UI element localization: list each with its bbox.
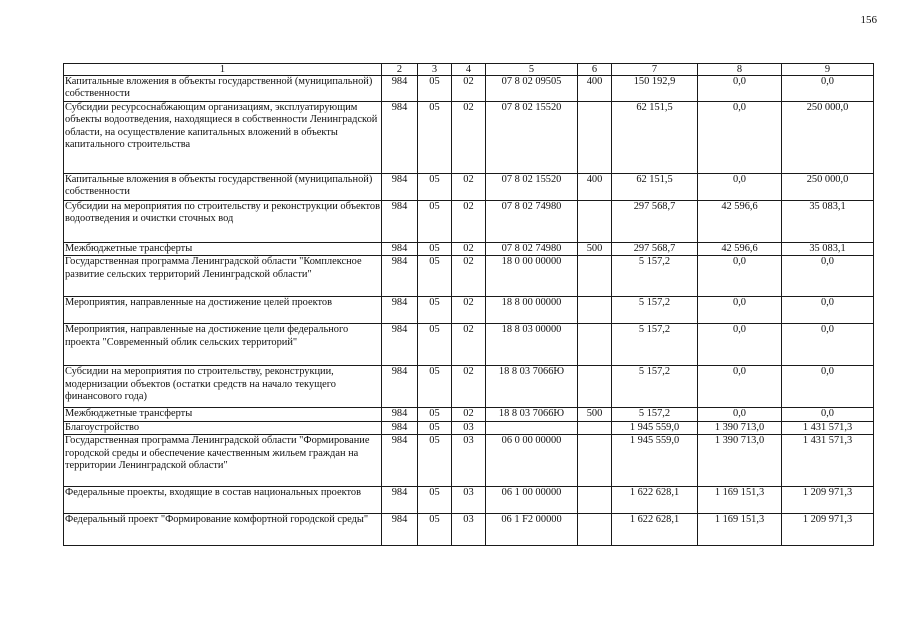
table-row: [64, 174, 874, 201]
cell-amount-col9: 1 431 571,3: [782, 421, 874, 434]
cell-expense-type: 500: [578, 408, 612, 421]
cell-amount-col7: 5 157,2: [612, 366, 698, 408]
column-header: 5: [486, 64, 578, 76]
cell-amount-col9: 0,0: [782, 366, 874, 408]
cell-expense-type: 400: [578, 174, 612, 201]
cell-target-article: 07 8 02 15520: [486, 102, 578, 174]
cell-amount-col8: 0,0: [698, 324, 782, 366]
cell-section: 05: [418, 297, 452, 324]
cell-amount-col8: 0,0: [698, 256, 782, 297]
cell-amount-col9: 1 209 971,3: [782, 514, 874, 546]
cell-ministry: 984: [382, 408, 418, 421]
column-header: 3: [418, 64, 452, 76]
cell-amount-col9: 0,0: [782, 324, 874, 366]
cell-target-article: 07 8 02 74980: [486, 243, 578, 256]
cell-expense-type: [578, 201, 612, 243]
cell-amount-col7: 5 157,2: [612, 324, 698, 366]
cell-target-article: 06 0 00 00000: [486, 435, 578, 487]
cell-amount-col8: 42 596,6: [698, 201, 782, 243]
cell-subsection: 02: [452, 297, 486, 324]
cell-expense-type: [578, 324, 612, 366]
cell-ministry: 984: [382, 243, 418, 256]
cell-expense-type: [578, 256, 612, 297]
row-name: Благоустройство: [64, 421, 382, 434]
cell-amount-col9: 1 431 571,3: [782, 435, 874, 487]
row-name: Субсидии на мероприятия по строительству, реконструкции, модернизации объектов (остатки средств на начало текущего финансового года): [64, 366, 382, 408]
row-name: Федеральный проект "Формирование комфортной городской среды": [64, 514, 382, 546]
table-row: [64, 435, 874, 487]
cell-target-article: 18 8 00 00000: [486, 297, 578, 324]
row-name: Капитальные вложения в объекты государственной (муниципальной) собственности: [64, 174, 382, 201]
cell-amount-col9: 0,0: [782, 76, 874, 102]
table-row: [64, 76, 874, 102]
column-header: 8: [698, 64, 782, 76]
cell-expense-type: 500: [578, 243, 612, 256]
row-name: Государственная программа Ленинградской области "Комплексное развитие сельских территорий Ленинградской области": [64, 256, 382, 297]
cell-amount-col9: 1 209 971,3: [782, 487, 874, 514]
cell-subsection: 02: [452, 243, 486, 256]
column-header: 6: [578, 64, 612, 76]
cell-section: 05: [418, 201, 452, 243]
row-name: Мероприятия, направленные на достижение цели федерального проекта "Современный облик сельских территорий": [64, 324, 382, 366]
cell-subsection: 02: [452, 324, 486, 366]
cell-subsection: 02: [452, 174, 486, 201]
cell-expense-type: [578, 435, 612, 487]
cell-ministry: 984: [382, 366, 418, 408]
cell-expense-type: [578, 421, 612, 434]
cell-amount-col7: 62 151,5: [612, 102, 698, 174]
table-row: [64, 297, 874, 324]
cell-expense-type: [578, 102, 612, 174]
column-header: 9: [782, 64, 874, 76]
cell-amount-col9: 35 083,1: [782, 201, 874, 243]
cell-amount-col8: 1 169 151,3: [698, 514, 782, 546]
cell-section: 05: [418, 324, 452, 366]
cell-target-article: 18 8 03 7066Ю: [486, 366, 578, 408]
cell-section: 05: [418, 256, 452, 297]
cell-amount-col8: 42 596,6: [698, 243, 782, 256]
cell-ministry: 984: [382, 256, 418, 297]
cell-section: 05: [418, 243, 452, 256]
cell-amount-col7: 1 622 628,1: [612, 487, 698, 514]
table-row: [64, 324, 874, 366]
cell-section: 05: [418, 421, 452, 434]
cell-target-article: 18 8 03 00000: [486, 324, 578, 366]
cell-amount-col9: 0,0: [782, 297, 874, 324]
table-row: [64, 487, 874, 514]
cell-section: 05: [418, 514, 452, 546]
cell-section: 05: [418, 174, 452, 201]
cell-section: 05: [418, 435, 452, 487]
cell-amount-col7: 1 622 628,1: [612, 514, 698, 546]
cell-target-article: 06 1 00 00000: [486, 487, 578, 514]
table-row: [64, 421, 874, 434]
column-header: 2: [382, 64, 418, 76]
cell-ministry: 984: [382, 174, 418, 201]
cell-amount-col7: 1 945 559,0: [612, 435, 698, 487]
cell-amount-col7: 150 192,9: [612, 76, 698, 102]
cell-amount-col9: 250 000,0: [782, 102, 874, 174]
cell-ministry: 984: [382, 421, 418, 434]
cell-subsection: 02: [452, 102, 486, 174]
cell-amount-col9: 250 000,0: [782, 174, 874, 201]
column-header: 1: [64, 64, 382, 76]
cell-ministry: 984: [382, 487, 418, 514]
cell-amount-col7: 297 568,7: [612, 243, 698, 256]
cell-subsection: 02: [452, 366, 486, 408]
row-name: Государственная программа Ленинградской области "Формирование городской среды и обеспечение качественным жильем граждан на территории Ленинградской области": [64, 435, 382, 487]
cell-amount-col8: 0,0: [698, 174, 782, 201]
cell-amount-col8: 1 390 713,0: [698, 421, 782, 434]
cell-amount-col9: 35 083,1: [782, 243, 874, 256]
cell-subsection: 03: [452, 487, 486, 514]
cell-amount-col7: 1 945 559,0: [612, 421, 698, 434]
cell-ministry: 984: [382, 514, 418, 546]
cell-ministry: 984: [382, 435, 418, 487]
cell-ministry: 984: [382, 324, 418, 366]
cell-subsection: 02: [452, 76, 486, 102]
cell-amount-col7: 62 151,5: [612, 174, 698, 201]
cell-target-article: 07 8 02 15520: [486, 174, 578, 201]
cell-section: 05: [418, 76, 452, 102]
cell-section: 05: [418, 366, 452, 408]
budget-table: [63, 63, 874, 546]
cell-subsection: 03: [452, 514, 486, 546]
column-header: 7: [612, 64, 698, 76]
cell-ministry: 984: [382, 76, 418, 102]
cell-expense-type: 400: [578, 76, 612, 102]
cell-amount-col8: 0,0: [698, 102, 782, 174]
table-row: [64, 201, 874, 243]
table-row: [64, 408, 874, 421]
cell-amount-col8: 0,0: [698, 76, 782, 102]
cell-amount-col7: 5 157,2: [612, 297, 698, 324]
cell-target-article: 06 1 F2 00000: [486, 514, 578, 546]
cell-amount-col9: 0,0: [782, 256, 874, 297]
cell-amount-col8: 0,0: [698, 366, 782, 408]
cell-target-article: 18 0 00 00000: [486, 256, 578, 297]
cell-target-article: [486, 421, 578, 434]
row-name: Субсидии на мероприятия по строительству и реконструкции объектов водоотведения и очистки сточных вод: [64, 201, 382, 243]
row-name: Межбюджетные трансферты: [64, 243, 382, 256]
cell-expense-type: [578, 366, 612, 408]
row-name: Межбюджетные трансферты: [64, 408, 382, 421]
cell-ministry: 984: [382, 297, 418, 324]
table-row: [64, 102, 874, 174]
cell-section: 05: [418, 102, 452, 174]
cell-section: 05: [418, 487, 452, 514]
cell-amount-col7: 5 157,2: [612, 408, 698, 421]
row-name: Мероприятия, направленные на достижение целей проектов: [64, 297, 382, 324]
cell-amount-col9: 0,0: [782, 408, 874, 421]
cell-section: 05: [418, 408, 452, 421]
cell-amount-col8: 1 390 713,0: [698, 435, 782, 487]
table-row: [64, 256, 874, 297]
cell-target-article: 07 8 02 09505: [486, 76, 578, 102]
column-header: 4: [452, 64, 486, 76]
cell-amount-col7: 5 157,2: [612, 256, 698, 297]
page-number: 156: [860, 14, 877, 26]
table-row: [64, 366, 874, 408]
row-name: Федеральные проекты, входящие в состав национальных проектов: [64, 487, 382, 514]
cell-expense-type: [578, 487, 612, 514]
header-row: [64, 64, 874, 76]
cell-amount-col8: 0,0: [698, 408, 782, 421]
cell-ministry: 984: [382, 102, 418, 174]
cell-subsection: 03: [452, 435, 486, 487]
cell-amount-col7: 297 568,7: [612, 201, 698, 243]
cell-target-article: 18 8 03 7066Ю: [486, 408, 578, 421]
cell-subsection: 02: [452, 408, 486, 421]
cell-subsection: 03: [452, 421, 486, 434]
row-name: Капитальные вложения в объекты государственной (муниципальной) собственности: [64, 76, 382, 102]
cell-amount-col8: 1 169 151,3: [698, 487, 782, 514]
cell-subsection: 02: [452, 201, 486, 243]
cell-amount-col8: 0,0: [698, 297, 782, 324]
cell-target-article: 07 8 02 74980: [486, 201, 578, 243]
cell-subsection: 02: [452, 256, 486, 297]
table-row: [64, 514, 874, 546]
cell-expense-type: [578, 297, 612, 324]
cell-expense-type: [578, 514, 612, 546]
row-name: Субсидии ресурсоснабжающим организациям, эксплуатирующим объекты водоотведения, находящиеся в собственности Ленинградской области, на осуществление капитальных вложений в объекты капитального строительства: [64, 102, 382, 174]
cell-ministry: 984: [382, 201, 418, 243]
table-row: [64, 243, 874, 256]
